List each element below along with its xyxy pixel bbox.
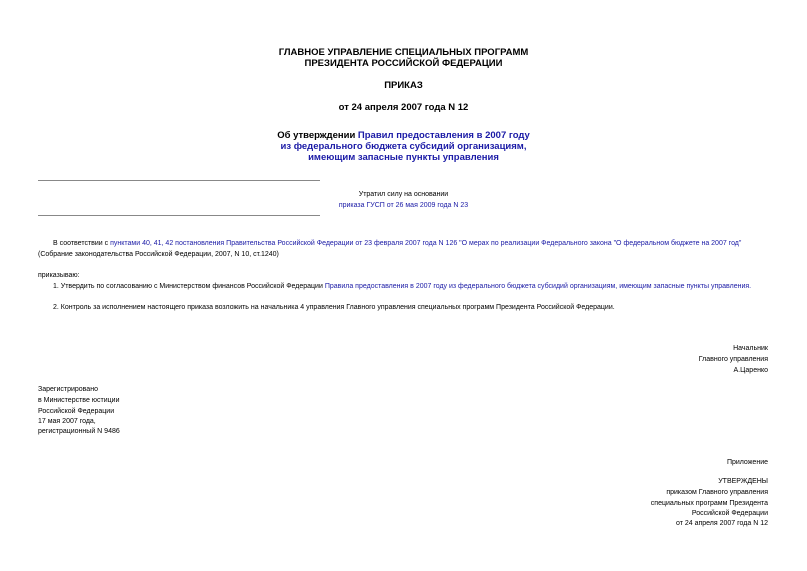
order-item-1 [53, 282, 751, 291]
signature-name: А.Царенко [733, 367, 768, 374]
registration-line4: 17 мая 2007 года, [38, 418, 96, 425]
signature-position: Начальник [733, 345, 768, 352]
appendix-line2: специальных программ Президента [650, 500, 768, 507]
paragraph-basis-link[interactable]: пунктами 40, 41, 42 постановления Правительства Российской Федерации от 23 февраля 2007 года N 126 "О мерах по реализации Федерального закона "О федеральном бюджете на 2007 год" [110, 240, 742, 247]
status-text: Утратил силу на основании [358, 191, 449, 198]
doc-type: ПРИКАЗ [384, 80, 423, 91]
signature-department: Главного управления [698, 356, 768, 363]
appendix-line4: от 24 апреля 2007 года N 12 [675, 520, 768, 527]
registration-line5: регистрационный N 9486 [38, 428, 120, 435]
status-link[interactable]: приказа ГУСП от 26 мая 2009 года N 23 [338, 202, 469, 209]
appendix-line1: приказом Главного управления [666, 489, 768, 496]
doc-title-link-3[interactable]: имеющим запасные пункты управления [308, 152, 499, 163]
doc-title-link-1[interactable]: Правил предоставления в 2007 году [357, 130, 530, 141]
doc-date: от 24 апреля 2007 года N 12 [338, 102, 469, 113]
order-item-1-text: 1. Утвердить по согласованию с Министерством финансов Российской Федерации [53, 283, 325, 290]
divider-bottom [38, 215, 320, 216]
doc-title-line1 [0, 130, 807, 142]
appendix-approved: УТВЕРЖДЕНЫ [718, 478, 768, 485]
paragraph-basis [53, 239, 741, 248]
org-name-line2: ПРЕЗИДЕНТА РОССИЙСКОЙ ФЕДЕРАЦИИ [304, 58, 503, 69]
divider-top [38, 180, 320, 181]
appendix-line3: Российской Федерации [691, 510, 768, 517]
paragraph-basis-cont: (Собрание законодательства Российской Федерации, 2007, N 10, ст.1240) [38, 251, 279, 258]
order-item-2: 2. Контроль за исполнением настоящего приказа возложить на начальника 4 управления Главного управления специальных программ Президента Российской Федерации. [53, 304, 615, 311]
doc-title-link-2[interactable]: из федерального бюджета субсидий организациям, [280, 141, 527, 152]
paragraph-basis-text: В соответствии с [53, 240, 111, 247]
doc-title-prefix: Об утверждении [277, 130, 358, 141]
org-name-line1: ГЛАВНОЕ УПРАВЛЕНИЕ СПЕЦИАЛЬНЫХ ПРОГРАММ [278, 47, 529, 58]
order-item-1-link[interactable]: Правила предоставления в 2007 году из федерального бюджета субсидий организациям, имеющим запасные пункты управления. [324, 283, 752, 290]
registration-line2: в Министерстве юстиции [38, 397, 120, 404]
appendix-label: Приложение [726, 459, 768, 466]
registration-line3: Российской Федерации [38, 408, 115, 415]
order-word: приказываю: [38, 272, 80, 279]
registration-line1: Зарегистрировано [38, 386, 98, 393]
